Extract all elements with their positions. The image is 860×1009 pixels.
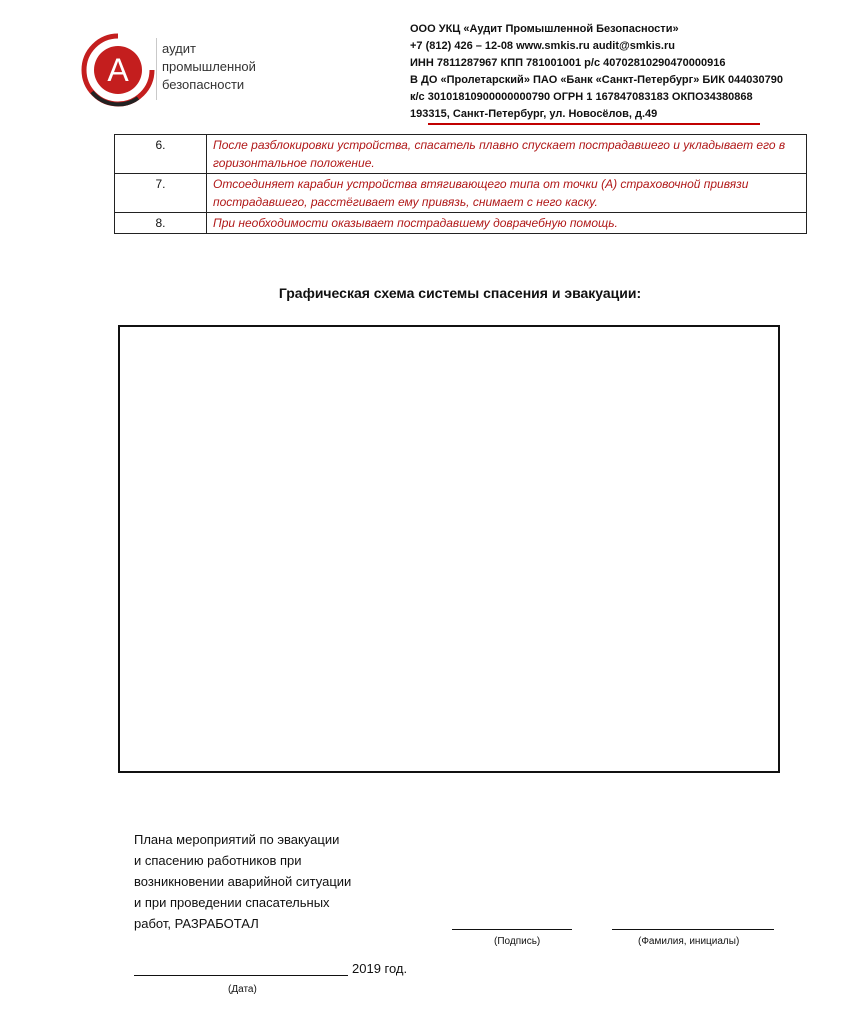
company-requisites (410, 21, 783, 123)
logo-divider (156, 38, 157, 100)
logo-letter: А (107, 52, 129, 88)
company-bank: В ДО «Пролетарский» ПАО «Банк «Санкт-Петербург» БИК 044030790 (410, 74, 784, 86)
scheme-title: Графическая схема системы спасения и эвакуации: (278, 285, 642, 301)
step-number: 8. (115, 213, 207, 234)
step-text: При необходимости оказывает пострадавшему доврачебную помощь. (207, 213, 807, 234)
company-ks: к/с 30101810900000000790 ОГРН 1 167847083183 ОКПО34380868 (410, 91, 753, 103)
logo-text (162, 40, 256, 94)
logo-text-line: промышленной (162, 59, 256, 74)
table-row (115, 213, 807, 234)
logo-emblem-icon (78, 30, 158, 110)
name-line (612, 929, 774, 930)
step-text: После разблокировки устройства, спасатель плавно спускает пострадавшего и укладывает его в горизонтальное положение. (207, 135, 807, 174)
name-caption: (Фамилия, инициалы) (638, 936, 740, 947)
logo-text-line: аудит (162, 41, 196, 56)
steps-table (114, 134, 807, 234)
company-contacts: +7 (812) 426 – 12-08 www.smkis.ru audit@smkis.ru (410, 40, 675, 52)
header-underline (428, 123, 760, 125)
plan-statement (134, 829, 351, 934)
table-row (115, 135, 807, 174)
step-text: Отсоединяет карабин устройства втягивающего типа от точки (А) страховочной привязи пострадавшего, расстёгивает ему привязь, снимает с него каску. (207, 174, 807, 213)
company-name: ООО УКЦ «Аудит Промышленной Безопасности» (410, 23, 679, 35)
step-number: 7. (115, 174, 207, 213)
company-inn: ИНН 7811287967 КПП 781001001 р/с 40702810290470000916 (410, 57, 726, 69)
date-line (134, 975, 348, 976)
signature-caption: (Подпись) (494, 936, 541, 947)
company-logo (78, 30, 278, 110)
year-text: 2019 год. (352, 961, 408, 976)
logo-text-line: безопасности (162, 77, 245, 92)
plan-line: Плана мероприятий по эвакуации (134, 832, 340, 847)
plan-line: и при проведении спасательных (134, 895, 330, 910)
plan-line: и спасению работников при (134, 853, 302, 868)
plan-line: работ, РАЗРАБОТАЛ (134, 916, 259, 931)
table-row (115, 174, 807, 213)
date-caption: (Дата) (228, 984, 257, 995)
scheme-frame (118, 325, 780, 773)
plan-line: возникновении аварийной ситуации (134, 874, 352, 889)
company-address: 193315, Санкт-Петербург, ул. Новосёлов, д.49 (410, 108, 658, 120)
step-number: 6. (115, 135, 207, 174)
signature-line (452, 929, 572, 930)
